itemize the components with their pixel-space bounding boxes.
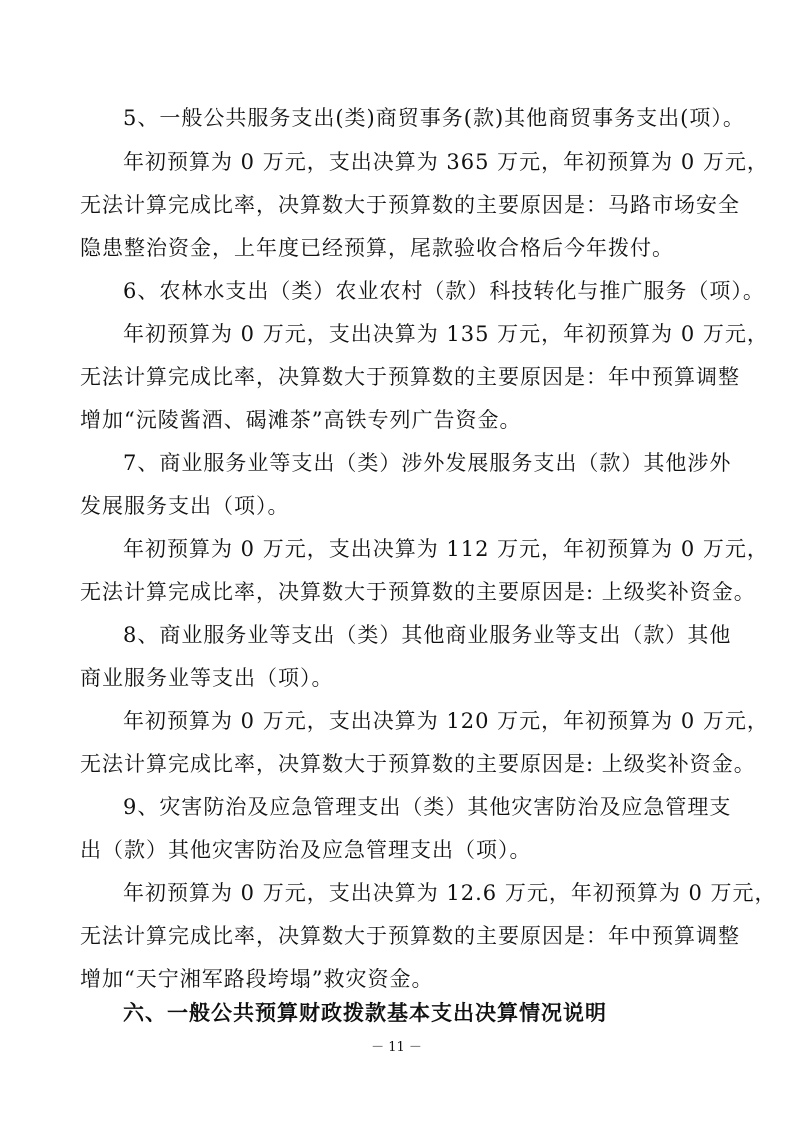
item-5-budget: 年初预算为 0 万元，支出决算为 365 万元，年初预算为 0 万元， — [123, 150, 769, 174]
item-9-title: 9、灾害防治及应急管理支出（类）其他灾害防治及应急管理支 — [123, 795, 732, 819]
item-5-title: 5、一般公共服务支出(类)商贸事务(款)其他商贸事务支出(项）。 — [123, 106, 745, 130]
section-heading: 六、一般公共预算财政拨款基本支出决算情况说明 — [123, 1001, 607, 1025]
item-8-title-cont: 商业服务业等支出（项）。 — [80, 666, 334, 690]
item-9-budget: 年初预算为 0 万元，支出决算为 12.6 万元，年初预算为 0 万元， — [123, 881, 777, 905]
item-9-reason: 无法计算完成比率，决算数大于预算数的主要原因是：年中预算调整 — [80, 924, 740, 948]
item-8-reason: 无法计算完成比率，决算数大于预算数的主要原因是: 上级奖补资金。 — [80, 752, 756, 776]
item-7-title: 7、商业服务业等支出（类）涉外发展服务支出（款）其他涉外 — [123, 451, 732, 475]
item-9-title-cont: 出（款）其他灾害防治及应急管理支出（项）。 — [80, 838, 532, 862]
item-8-budget: 年初预算为 0 万元，支出决算为 120 万元，年初预算为 0 万元， — [123, 709, 769, 733]
item-6-budget: 年初预算为 0 万元，支出决算为 135 万元，年初预算为 0 万元， — [123, 322, 769, 346]
item-6-reason: 无法计算完成比率，决算数大于预算数的主要原因是：年中预算调整 — [80, 365, 740, 389]
item-6-title: 6、农林水支出（类）农业农村（款）科技转化与推广服务（项）。 — [123, 279, 765, 303]
page-number: － 11 － — [371, 1040, 422, 1055]
item-8-title: 8、商业服务业等支出（类）其他商业服务业等支出（款）其他 — [123, 623, 732, 647]
item-6-reason-cont: 增加“沅陵酱酒、碣滩茶”高铁专列广告资金。 — [80, 408, 522, 432]
item-7-reason: 无法计算完成比率，决算数大于预算数的主要原因是: 上级奖补资金。 — [80, 580, 756, 604]
item-9-reason-cont: 增加“天宁湘军路段垮塌”救灾资金。 — [80, 967, 434, 991]
item-5-reason: 无法计算完成比率，决算数大于预算数的主要原因是：马路市场安全 — [80, 193, 740, 217]
item-7-budget: 年初预算为 0 万元，支出决算为 112 万元，年初预算为 0 万元， — [123, 537, 769, 561]
item-7-title-cont: 发展服务支出（项）。 — [80, 494, 290, 518]
item-5-reason-cont: 隐患整治资金，上年度已经预算，尾款验收合格后今年拨付。 — [80, 236, 674, 260]
